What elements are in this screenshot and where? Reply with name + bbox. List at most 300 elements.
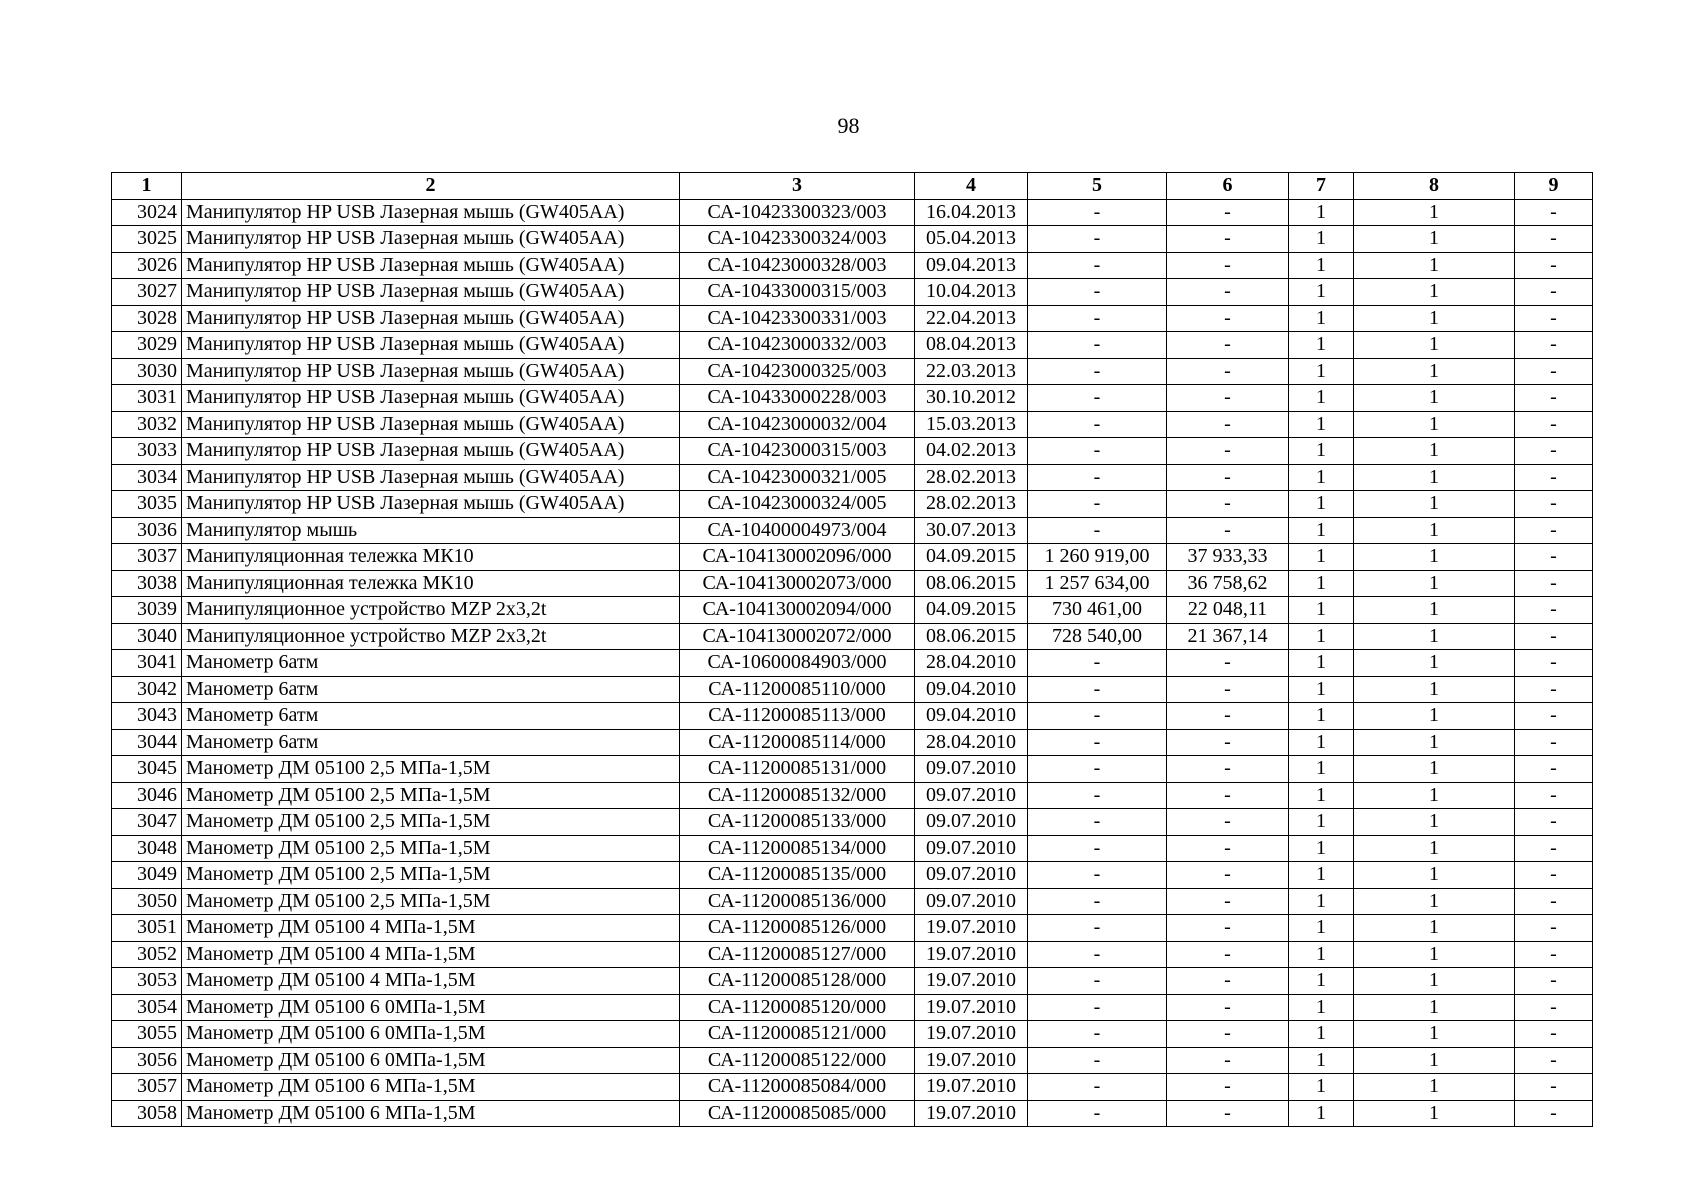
table-cell: - [1028, 199, 1167, 226]
table-cell: - [1028, 411, 1167, 438]
table-cell: - [1515, 438, 1593, 465]
table-cell: 09.07.2010 [915, 782, 1028, 809]
table-row [112, 358, 1593, 385]
table-cell: Манипулятор HP USB Лазерная мышь (GW405AA) [182, 332, 680, 359]
column-header: 5 [1028, 173, 1167, 200]
table-cell: 19.07.2010 [915, 1074, 1028, 1101]
table-cell: Манипулятор HP USB Лазерная мышь (GW405AA) [182, 491, 680, 518]
table-cell: СА-10423000032/004 [680, 411, 915, 438]
table-cell: 21 367,14 [1167, 623, 1289, 650]
table-cell: Манипулятор HP USB Лазерная мышь (GW405AA) [182, 385, 680, 412]
table-cell: СА-10423300323/003 [680, 199, 915, 226]
table-cell: 1 [1354, 809, 1515, 836]
table-row [112, 411, 1593, 438]
table-cell: Манометр ДМ 05100 2,5 МПа-1,5М [182, 809, 680, 836]
table-cell: 08.06.2015 [915, 623, 1028, 650]
table-row [112, 941, 1593, 968]
table-cell: 15.03.2013 [915, 411, 1028, 438]
table-cell: 3031 [112, 385, 182, 412]
table-row [112, 199, 1593, 226]
table-cell: 1 [1354, 252, 1515, 279]
table-cell: - [1028, 729, 1167, 756]
table-cell: - [1028, 862, 1167, 889]
column-header: 1 [112, 173, 182, 200]
table-cell: 1 [1289, 305, 1354, 332]
table-cell: 1 [1354, 941, 1515, 968]
table-cell: - [1515, 464, 1593, 491]
table-cell: - [1515, 915, 1593, 942]
table-cell: СА-11200085113/000 [680, 703, 915, 730]
table-cell: 1 [1289, 1021, 1354, 1048]
table-cell: - [1028, 888, 1167, 915]
table-cell: 3038 [112, 570, 182, 597]
table-cell: 08.06.2015 [915, 570, 1028, 597]
table-cell: - [1028, 226, 1167, 253]
table-cell: Манипуляционное устройство MZP 2x3,2t [182, 597, 680, 624]
table-cell: Манометр ДМ 05100 6 МПа-1,5М [182, 1100, 680, 1127]
table-cell: 1 [1289, 491, 1354, 518]
column-header: 2 [182, 173, 680, 200]
table-cell: 1 [1354, 305, 1515, 332]
table-row [112, 279, 1593, 306]
table-cell: СА-11200085114/000 [680, 729, 915, 756]
table-row [112, 809, 1593, 836]
table-cell: Манипулятор HP USB Лазерная мышь (GW405AA) [182, 464, 680, 491]
table-cell: 1 [1289, 279, 1354, 306]
table-cell: - [1167, 862, 1289, 889]
table-row [112, 226, 1593, 253]
table-cell: 3056 [112, 1047, 182, 1074]
table-cell: 37 933,33 [1167, 544, 1289, 571]
table-row [112, 994, 1593, 1021]
table-cell: СА-10423000315/003 [680, 438, 915, 465]
table-cell: 09.04.2010 [915, 676, 1028, 703]
table-cell: Манипулятор HP USB Лазерная мышь (GW405AA) [182, 252, 680, 279]
table-cell: - [1515, 703, 1593, 730]
table-cell: Манометр ДМ 05100 2,5 МПа-1,5М [182, 756, 680, 783]
table-row [112, 1100, 1593, 1127]
table-cell: 1 [1289, 623, 1354, 650]
table-cell: СА-11200085128/000 [680, 968, 915, 995]
table-cell: - [1167, 411, 1289, 438]
table-cell: Манометр ДМ 05100 6 МПа-1,5М [182, 1074, 680, 1101]
table-cell: - [1515, 597, 1593, 624]
table-cell: Манипулятор HP USB Лазерная мышь (GW405AA) [182, 358, 680, 385]
table-cell: 3040 [112, 623, 182, 650]
table-row [112, 915, 1593, 942]
table-row [112, 729, 1593, 756]
table-cell: - [1167, 1100, 1289, 1127]
table-cell: 3025 [112, 226, 182, 253]
table-row [112, 782, 1593, 809]
table-cell: - [1515, 729, 1593, 756]
table-cell: Манипулятор мышь [182, 517, 680, 544]
table-cell: - [1167, 491, 1289, 518]
table-cell: СА-10423300331/003 [680, 305, 915, 332]
table-cell: 1 [1354, 888, 1515, 915]
table-cell: - [1028, 915, 1167, 942]
table-cell: - [1167, 809, 1289, 836]
table-cell: 1 257 634,00 [1028, 570, 1167, 597]
column-header: 9 [1515, 173, 1593, 200]
table-cell: СА-11200085127/000 [680, 941, 915, 968]
table-cell: - [1028, 1021, 1167, 1048]
table-cell: - [1028, 305, 1167, 332]
table-cell: - [1515, 809, 1593, 836]
table-cell: - [1515, 358, 1593, 385]
table-cell: 08.04.2013 [915, 332, 1028, 359]
table-cell: - [1028, 1047, 1167, 1074]
table-cell: 28.02.2013 [915, 491, 1028, 518]
table-cell: - [1167, 1047, 1289, 1074]
table-cell: СА-11200085110/000 [680, 676, 915, 703]
table-cell: - [1028, 385, 1167, 412]
table-cell: - [1515, 544, 1593, 571]
table-row [112, 1074, 1593, 1101]
table-cell: 1 [1354, 517, 1515, 544]
table-cell: 1 [1354, 199, 1515, 226]
table-cell: - [1028, 252, 1167, 279]
table-cell: - [1515, 941, 1593, 968]
table-cell: 22.04.2013 [915, 305, 1028, 332]
table-cell: 1 [1289, 570, 1354, 597]
table-cell: - [1167, 888, 1289, 915]
table-cell: 04.09.2015 [915, 544, 1028, 571]
table-cell: 1 [1289, 517, 1354, 544]
table-cell: 3046 [112, 782, 182, 809]
table-cell: Манометр ДМ 05100 2,5 МПа-1,5М [182, 888, 680, 915]
table-cell: СА-104130002096/000 [680, 544, 915, 571]
table-cell: - [1028, 809, 1167, 836]
table-cell: 3041 [112, 650, 182, 677]
table-cell: 3047 [112, 809, 182, 836]
table-cell: 1 [1289, 650, 1354, 677]
table-cell: - [1515, 862, 1593, 889]
table-row [112, 1021, 1593, 1048]
column-header: 8 [1354, 173, 1515, 200]
table-row [112, 888, 1593, 915]
table-cell: 1 [1354, 915, 1515, 942]
table-cell: Манометр 6атм [182, 703, 680, 730]
table-cell: 3053 [112, 968, 182, 995]
table-cell: - [1028, 332, 1167, 359]
table-cell: 1 [1354, 226, 1515, 253]
table-cell: - [1167, 199, 1289, 226]
column-header: 6 [1167, 173, 1289, 200]
table-cell: - [1167, 756, 1289, 783]
table-row [112, 835, 1593, 862]
table-cell: 30.10.2012 [915, 385, 1028, 412]
table-cell: 1 [1354, 385, 1515, 412]
table-cell: 3057 [112, 1074, 182, 1101]
table-cell: - [1515, 1100, 1593, 1127]
table-cell: - [1028, 703, 1167, 730]
table-row [112, 491, 1593, 518]
table-cell: - [1167, 464, 1289, 491]
table-cell: СА-104130002073/000 [680, 570, 915, 597]
table-cell: 1 [1354, 464, 1515, 491]
table-cell: 1 [1289, 226, 1354, 253]
table-cell: Манометр ДМ 05100 6 0МПа-1,5М [182, 1021, 680, 1048]
table-cell: СА-10423000328/003 [680, 252, 915, 279]
table-cell: 36 758,62 [1167, 570, 1289, 597]
table-cell: 1 [1354, 623, 1515, 650]
table-cell: - [1028, 968, 1167, 995]
table-cell: - [1167, 729, 1289, 756]
table-cell: - [1167, 835, 1289, 862]
table-row [112, 676, 1593, 703]
table-cell: 728 540,00 [1028, 623, 1167, 650]
table-cell: 1 [1289, 358, 1354, 385]
table-cell: Манипулятор HP USB Лазерная мышь (GW405AA) [182, 279, 680, 306]
table-cell: 05.04.2013 [915, 226, 1028, 253]
table-cell: 1 [1354, 358, 1515, 385]
table-cell: Манипулятор HP USB Лазерная мышь (GW405AA) [182, 411, 680, 438]
table-cell: СА-10423000332/003 [680, 332, 915, 359]
table-cell: 1 [1354, 332, 1515, 359]
table-cell: 3051 [112, 915, 182, 942]
table-cell: СА-11200085131/000 [680, 756, 915, 783]
table-cell: СА-11200085132/000 [680, 782, 915, 809]
table-cell: - [1515, 835, 1593, 862]
table-body [112, 199, 1593, 1127]
table-cell: - [1515, 226, 1593, 253]
table-cell: СА-10433000228/003 [680, 385, 915, 412]
table-row [112, 385, 1593, 412]
table-cell: - [1028, 438, 1167, 465]
table-cell: 04.09.2015 [915, 597, 1028, 624]
table-cell: - [1515, 279, 1593, 306]
table-cell: - [1515, 491, 1593, 518]
table-cell: - [1515, 1021, 1593, 1048]
table-cell: 19.07.2010 [915, 968, 1028, 995]
table-row [112, 756, 1593, 783]
table-cell: - [1028, 464, 1167, 491]
table-cell: - [1515, 332, 1593, 359]
table-cell: 1 [1354, 835, 1515, 862]
table-cell: СА-11200085084/000 [680, 1074, 915, 1101]
table-row [112, 650, 1593, 677]
table-row [112, 305, 1593, 332]
table-cell: 3044 [112, 729, 182, 756]
table-cell: - [1028, 941, 1167, 968]
table-cell: СА-10423000324/005 [680, 491, 915, 518]
table-cell: 1 [1354, 544, 1515, 571]
table-cell: 3030 [112, 358, 182, 385]
table-cell: 3036 [112, 517, 182, 544]
table-cell: СА-10423300324/003 [680, 226, 915, 253]
table-cell: 1 [1289, 332, 1354, 359]
table-cell: 1 [1354, 729, 1515, 756]
table-cell: Манипулятор HP USB Лазерная мышь (GW405AA) [182, 438, 680, 465]
table-cell: 3050 [112, 888, 182, 915]
table-cell: 09.07.2010 [915, 756, 1028, 783]
table-cell: - [1167, 650, 1289, 677]
table-cell: 3029 [112, 332, 182, 359]
table-cell: - [1028, 279, 1167, 306]
asset-register-table [111, 172, 1593, 1127]
table-cell: 19.07.2010 [915, 1021, 1028, 1048]
table-row [112, 597, 1593, 624]
table-cell: 09.04.2010 [915, 703, 1028, 730]
table-cell: 22 048,11 [1167, 597, 1289, 624]
table-cell: 1 [1289, 1047, 1354, 1074]
table-cell: 1 [1354, 597, 1515, 624]
table-cell: 1 [1289, 756, 1354, 783]
table-cell: 19.07.2010 [915, 941, 1028, 968]
table-cell: - [1028, 650, 1167, 677]
table-cell: 3027 [112, 279, 182, 306]
table-cell: 3048 [112, 835, 182, 862]
table-cell: 1 [1354, 411, 1515, 438]
table-row [112, 332, 1593, 359]
table-cell: 1 [1289, 968, 1354, 995]
table-cell: 16.04.2013 [915, 199, 1028, 226]
table-cell: 1 [1289, 888, 1354, 915]
table-cell: 3035 [112, 491, 182, 518]
table-cell: - [1167, 1074, 1289, 1101]
table-cell: - [1167, 385, 1289, 412]
table-cell: Манометр ДМ 05100 6 0МПа-1,5М [182, 994, 680, 1021]
table-cell: - [1167, 1021, 1289, 1048]
table-cell: - [1515, 650, 1593, 677]
table-cell: 09.07.2010 [915, 809, 1028, 836]
table-cell: СА-10433000315/003 [680, 279, 915, 306]
table-cell: - [1515, 888, 1593, 915]
table-cell: 1 [1354, 438, 1515, 465]
table-row [112, 623, 1593, 650]
table-cell: Манипуляционное устройство MZP 2x3,2t [182, 623, 680, 650]
table-cell: 3033 [112, 438, 182, 465]
table-cell: Манометр ДМ 05100 6 0МПа-1,5М [182, 1047, 680, 1074]
table-cell: - [1515, 756, 1593, 783]
table-cell: 3034 [112, 464, 182, 491]
table-cell: - [1167, 676, 1289, 703]
table-cell: СА-11200085120/000 [680, 994, 915, 1021]
table-cell: СА-10423000321/005 [680, 464, 915, 491]
table-cell: - [1167, 941, 1289, 968]
column-header: 7 [1289, 173, 1354, 200]
table-cell: 1 260 919,00 [1028, 544, 1167, 571]
table-cell: 3028 [112, 305, 182, 332]
table-cell: 3045 [112, 756, 182, 783]
table-cell: 09.07.2010 [915, 862, 1028, 889]
table-row [112, 544, 1593, 571]
table-cell: 1 [1354, 570, 1515, 597]
table-cell: СА-104130002094/000 [680, 597, 915, 624]
table-cell: - [1167, 703, 1289, 730]
table-cell: - [1167, 305, 1289, 332]
table-cell: 3055 [112, 1021, 182, 1048]
table-cell: 3024 [112, 199, 182, 226]
table-cell: - [1515, 1074, 1593, 1101]
table-cell: - [1028, 756, 1167, 783]
table-cell: 09.04.2013 [915, 252, 1028, 279]
table-row [112, 438, 1593, 465]
table-row [112, 703, 1593, 730]
table-cell: СА-11200085126/000 [680, 915, 915, 942]
table-cell: - [1515, 385, 1593, 412]
table-cell: 28.04.2010 [915, 650, 1028, 677]
table-cell: - [1028, 676, 1167, 703]
table-cell: СА-11200085133/000 [680, 809, 915, 836]
table-cell: - [1167, 438, 1289, 465]
table-cell: 1 [1289, 994, 1354, 1021]
table-cell: 1 [1289, 544, 1354, 571]
table-cell: Манометр 6атм [182, 676, 680, 703]
table-cell: 1 [1354, 862, 1515, 889]
table-cell: 1 [1354, 676, 1515, 703]
table-cell: Манипулятор HP USB Лазерная мышь (GW405AA) [182, 305, 680, 332]
table-cell: 28.04.2010 [915, 729, 1028, 756]
table-cell: 3054 [112, 994, 182, 1021]
table-cell: Манипулятор HP USB Лазерная мышь (GW405AA) [182, 226, 680, 253]
table-cell: - [1515, 252, 1593, 279]
table-cell: 1 [1354, 968, 1515, 995]
table-cell: 1 [1289, 941, 1354, 968]
table-cell: 04.02.2013 [915, 438, 1028, 465]
table-cell: - [1167, 279, 1289, 306]
table-cell: 3058 [112, 1100, 182, 1127]
table-cell: 3039 [112, 597, 182, 624]
table-cell: - [1028, 835, 1167, 862]
column-header: 3 [680, 173, 915, 200]
table-cell: СА-10423000325/003 [680, 358, 915, 385]
table-cell: - [1028, 782, 1167, 809]
table-cell: - [1515, 676, 1593, 703]
table-cell: СА-104130002072/000 [680, 623, 915, 650]
table-cell: 09.07.2010 [915, 835, 1028, 862]
table-cell: - [1515, 968, 1593, 995]
table-cell: 1 [1289, 199, 1354, 226]
table-cell: 3037 [112, 544, 182, 571]
table-cell: 1 [1354, 703, 1515, 730]
table-cell: - [1515, 305, 1593, 332]
table-cell: Манипуляционная тележка МК10 [182, 570, 680, 597]
table-cell: 1 [1354, 650, 1515, 677]
table-cell: 1 [1289, 835, 1354, 862]
table-cell: СА-11200085134/000 [680, 835, 915, 862]
table-cell: 1 [1289, 385, 1354, 412]
table-cell: 1 [1354, 994, 1515, 1021]
table-cell: - [1167, 968, 1289, 995]
table-cell: 1 [1289, 1074, 1354, 1101]
table-cell: 3043 [112, 703, 182, 730]
table-cell: - [1167, 252, 1289, 279]
table-cell: - [1167, 226, 1289, 253]
table-cell: 19.07.2010 [915, 915, 1028, 942]
table-cell: - [1028, 994, 1167, 1021]
table-row [112, 968, 1593, 995]
table-cell: СА-11200085136/000 [680, 888, 915, 915]
table-cell: 1 [1289, 411, 1354, 438]
table-row [112, 570, 1593, 597]
table-cell: - [1167, 517, 1289, 544]
table-cell: 28.02.2013 [915, 464, 1028, 491]
table-cell: 09.07.2010 [915, 888, 1028, 915]
table-cell: Манометр 6атм [182, 650, 680, 677]
header-row [112, 173, 1593, 200]
table-cell: 1 [1289, 729, 1354, 756]
table-cell: 19.07.2010 [915, 1047, 1028, 1074]
table-cell: СА-11200085085/000 [680, 1100, 915, 1127]
table-cell: - [1028, 491, 1167, 518]
table-cell: 19.07.2010 [915, 1100, 1028, 1127]
table-cell: - [1515, 570, 1593, 597]
table-cell: 3032 [112, 411, 182, 438]
table-cell: 3049 [112, 862, 182, 889]
table-cell: 22.03.2013 [915, 358, 1028, 385]
